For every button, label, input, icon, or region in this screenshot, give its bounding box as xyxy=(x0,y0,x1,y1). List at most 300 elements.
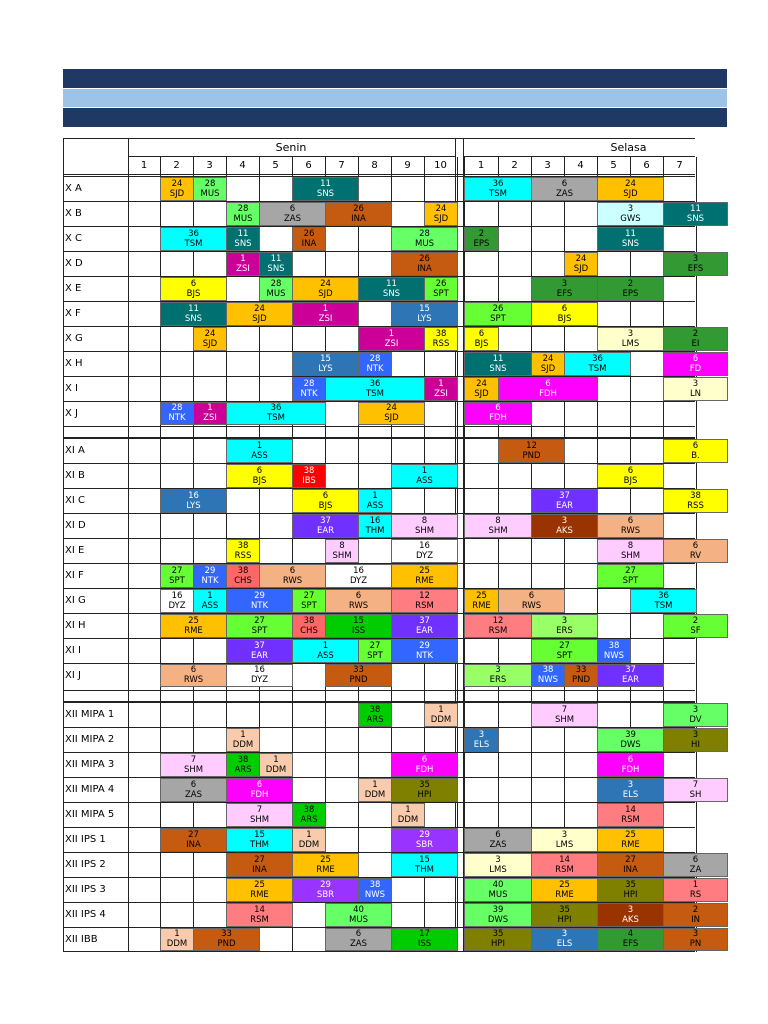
subject-code: GWS xyxy=(620,213,641,224)
schedule-cell[interactable] xyxy=(531,177,598,201)
teacher-number: 38 xyxy=(690,491,701,502)
teacher-number: 11 xyxy=(492,354,504,365)
schedule-cell[interactable] xyxy=(226,878,293,902)
schedule-cell[interactable] xyxy=(325,377,425,401)
teacher-number: 8 xyxy=(339,541,345,552)
schedule-cell[interactable] xyxy=(464,828,532,852)
schedule-cell[interactable] xyxy=(292,828,326,852)
subject-code: HPI xyxy=(490,938,506,949)
schedule-cell[interactable] xyxy=(193,589,227,613)
schedule-cell[interactable] xyxy=(160,564,194,588)
schedule-cell[interactable] xyxy=(391,252,458,276)
schedule-cell[interactable] xyxy=(663,377,728,401)
schedule-cell[interactable] xyxy=(160,828,227,852)
subject-code: SNS xyxy=(234,238,252,249)
subject-code: NWS xyxy=(364,889,386,900)
schedule-cell[interactable] xyxy=(292,803,326,827)
subject-code: DDM xyxy=(397,814,419,825)
schedule-cell[interactable] xyxy=(391,464,458,488)
subject-code: ASS xyxy=(251,450,268,461)
class-label: XII MIPA 2 xyxy=(65,734,115,746)
schedule-cell[interactable] xyxy=(424,202,458,226)
teacher-number: 28 xyxy=(303,379,315,390)
schedule-cell[interactable] xyxy=(226,439,293,463)
schedule-cell[interactable] xyxy=(597,277,664,301)
class-label: X J xyxy=(65,408,78,420)
schedule-cell[interactable] xyxy=(464,878,532,902)
schedule-cell[interactable] xyxy=(160,177,194,201)
subject-code: ARS xyxy=(300,814,318,825)
schedule-cell[interactable] xyxy=(597,227,664,251)
schedule-cell[interactable] xyxy=(597,564,664,588)
schedule-cell[interactable] xyxy=(325,539,359,563)
schedule-cell[interactable] xyxy=(292,277,359,301)
schedule-cell[interactable] xyxy=(325,202,392,226)
teacher-number: 6 xyxy=(190,665,197,676)
class-label: XI B xyxy=(65,470,85,482)
schedule-cell[interactable] xyxy=(531,903,598,927)
teacher-number: 15 xyxy=(353,616,364,627)
subject-code: LYS xyxy=(186,500,201,511)
schedule-cell[interactable] xyxy=(531,703,598,727)
subject-code: SBR xyxy=(316,889,335,900)
schedule-cell[interactable] xyxy=(597,177,664,201)
schedule-cell[interactable] xyxy=(464,589,499,613)
subject-code: DWS xyxy=(487,914,509,925)
schedule-cell[interactable] xyxy=(391,803,425,827)
schedule-cell[interactable] xyxy=(597,514,664,538)
schedule-cell[interactable] xyxy=(160,614,227,638)
teacher-number: 8 xyxy=(627,541,634,552)
period-number-selasa: 1 xyxy=(477,160,485,171)
class-label: XI F xyxy=(65,570,84,582)
subject-code: SPT xyxy=(556,650,573,661)
subject-code: INA xyxy=(252,864,267,875)
schedule-cell[interactable] xyxy=(597,664,664,687)
schedule-cell[interactable] xyxy=(391,227,458,251)
subject-code: SJD xyxy=(573,263,589,274)
subject-code: RME xyxy=(472,600,491,611)
teacher-number: 6 xyxy=(256,466,263,477)
teacher-number: 27 xyxy=(171,566,183,577)
subject-code: IN xyxy=(691,914,700,925)
subject-code: SPT xyxy=(367,650,383,661)
teacher-number: 35 xyxy=(492,929,504,940)
schedule-cell[interactable] xyxy=(160,664,227,687)
subject-code: ZAS xyxy=(349,938,368,949)
subject-code: RSM xyxy=(488,625,508,636)
class-label: X F xyxy=(65,308,81,320)
class-label: XII MIPA 3 xyxy=(65,759,115,771)
schedule-cell[interactable] xyxy=(226,464,293,488)
teacher-number: 6 xyxy=(627,755,634,766)
subject-code: SF xyxy=(690,625,701,636)
teacher-number: 4 xyxy=(627,929,634,940)
schedule-cell[interactable] xyxy=(193,177,227,201)
schedule-cell[interactable] xyxy=(292,878,359,902)
schedule-cell[interactable] xyxy=(464,302,532,326)
teacher-number: 40 xyxy=(353,905,364,916)
teacher-number: 38 xyxy=(435,329,447,340)
schedule-cell[interactable] xyxy=(597,639,631,663)
subject-code: RWS xyxy=(521,600,542,611)
subject-code: SNS xyxy=(316,188,335,199)
teacher-number: 25 xyxy=(625,830,636,841)
schedule-cell[interactable] xyxy=(564,252,598,276)
schedule-cell[interactable] xyxy=(292,377,326,401)
header-top-line xyxy=(63,138,695,139)
schedule-cell[interactable] xyxy=(531,352,565,376)
schedule-cell[interactable] xyxy=(160,928,194,951)
schedule-cell[interactable] xyxy=(358,703,392,727)
subject-code: FDH xyxy=(489,412,507,423)
schedule-cell[interactable] xyxy=(325,664,392,687)
schedule-cell[interactable] xyxy=(226,202,260,226)
subject-code: SNS xyxy=(489,363,507,374)
schedule-cell[interactable] xyxy=(292,302,359,326)
schedule-cell[interactable] xyxy=(564,664,598,687)
schedule-cell[interactable] xyxy=(391,564,458,588)
subject-code: IBS xyxy=(302,475,316,486)
schedule-cell[interactable] xyxy=(292,489,359,513)
schedule-cell[interactable] xyxy=(391,589,458,613)
schedule-cell[interactable] xyxy=(424,703,458,727)
schedule-cell[interactable] xyxy=(391,614,458,638)
teacher-number: 6 xyxy=(692,541,699,552)
teacher-number: 6 xyxy=(478,329,485,340)
subject-code: ASS xyxy=(201,600,219,611)
schedule-cell[interactable] xyxy=(358,327,425,351)
schedule-cell[interactable] xyxy=(292,639,359,663)
schedule-cell[interactable] xyxy=(597,753,664,777)
schedule-cell[interactable] xyxy=(292,614,326,638)
subject-code: LMS xyxy=(555,839,574,850)
schedule-cell[interactable] xyxy=(226,252,260,276)
schedule-cell[interactable] xyxy=(531,828,598,852)
period-number-senin: 6 xyxy=(305,160,312,171)
schedule-cell[interactable] xyxy=(193,564,227,588)
schedule-cell[interactable] xyxy=(226,728,260,752)
schedule-cell[interactable] xyxy=(464,514,532,538)
schedule-cell[interactable] xyxy=(292,352,359,376)
subject-code: THM xyxy=(250,839,269,850)
subject-code: EI xyxy=(691,338,700,349)
schedule-cell[interactable] xyxy=(226,614,293,638)
subject-code: NTK xyxy=(168,412,186,423)
teacher-number: 1 xyxy=(421,466,428,477)
schedule-cell[interactable] xyxy=(160,227,227,251)
schedule-cell[interactable] xyxy=(663,703,728,727)
subject-code: SHM xyxy=(554,714,575,725)
schedule-cell[interactable] xyxy=(292,514,359,538)
schedule-cell[interactable] xyxy=(259,202,326,226)
schedule-cell[interactable] xyxy=(424,377,458,401)
schedule-cell[interactable] xyxy=(464,614,532,638)
schedule-cell[interactable] xyxy=(325,614,392,638)
schedule-cell[interactable] xyxy=(160,589,194,613)
schedule-cell[interactable] xyxy=(226,903,293,927)
teacher-number: 27 xyxy=(254,855,265,866)
schedule-cell[interactable] xyxy=(424,327,458,351)
schedule-cell[interactable] xyxy=(464,853,532,877)
schedule-cell[interactable] xyxy=(358,878,392,902)
schedule-cell[interactable] xyxy=(464,728,499,752)
schedule-cell[interactable] xyxy=(663,439,728,463)
subject-code: ZAS xyxy=(283,213,302,224)
subject-code: ELS xyxy=(556,938,573,949)
subject-code: DDM xyxy=(430,714,452,725)
schedule-cell[interactable] xyxy=(391,514,458,538)
teacher-number: 6 xyxy=(692,441,699,452)
schedule-cell[interactable] xyxy=(597,327,664,351)
schedule-cell[interactable] xyxy=(531,853,598,877)
teacher-number: 1 xyxy=(273,755,279,766)
schedule-cell[interactable] xyxy=(663,489,728,513)
schedule-cell[interactable] xyxy=(531,514,598,538)
teacher-number: 26 xyxy=(419,254,430,265)
teacher-number: 38 xyxy=(303,616,315,627)
schedule-cell[interactable] xyxy=(597,728,664,752)
schedule-cell[interactable] xyxy=(292,177,359,201)
title-band-bottom xyxy=(63,108,727,127)
schedule-cell[interactable] xyxy=(226,853,293,877)
subject-code: SNS xyxy=(621,238,640,249)
subject-code: PND xyxy=(571,674,591,685)
schedule-cell[interactable] xyxy=(226,302,293,326)
teacher-number: 6 xyxy=(561,304,568,315)
schedule-cell[interactable] xyxy=(193,327,227,351)
schedule-cell[interactable] xyxy=(464,327,499,351)
teacher-number: 33 xyxy=(575,665,587,676)
schedule-cell[interactable] xyxy=(226,402,326,425)
teacher-number: 24 xyxy=(575,254,587,265)
subject-code: RWS xyxy=(282,575,303,586)
schedule-cell[interactable] xyxy=(663,778,728,802)
schedule-cell[interactable] xyxy=(663,728,728,752)
subject-code: ASS xyxy=(416,475,433,486)
subject-code: FDH xyxy=(250,789,269,800)
schedule-cell[interactable] xyxy=(663,928,728,951)
schedule-cell[interactable] xyxy=(464,377,499,401)
schedule-cell[interactable] xyxy=(391,302,458,326)
teacher-number: 38 xyxy=(237,755,249,766)
schedule-cell[interactable] xyxy=(663,252,728,276)
schedule-cell[interactable] xyxy=(531,878,598,902)
schedule-cell[interactable] xyxy=(292,464,326,488)
subject-code: LYS xyxy=(318,363,333,374)
schedule-cell[interactable] xyxy=(226,664,293,687)
subject-code: SPT xyxy=(433,288,449,299)
schedule-cell[interactable] xyxy=(597,803,664,827)
class-label: X B xyxy=(65,208,82,220)
teacher-number: 3 xyxy=(561,279,568,290)
teacher-number: 25 xyxy=(419,566,430,577)
schedule-cell[interactable] xyxy=(358,352,392,376)
schedule-cell[interactable] xyxy=(226,778,293,802)
schedule-cell[interactable] xyxy=(358,639,392,663)
subject-code: LN xyxy=(689,388,702,399)
class-label: XII MIPA 4 xyxy=(65,784,115,796)
schedule-cell[interactable] xyxy=(226,589,293,613)
schedule-cell[interactable] xyxy=(325,564,392,588)
subject-code: INA xyxy=(417,263,432,274)
schedule-cell[interactable] xyxy=(531,302,598,326)
teacher-number: 16 xyxy=(188,491,199,502)
schedule-cell[interactable] xyxy=(663,853,728,877)
subject-code: SPT xyxy=(169,575,185,586)
schedule-cell[interactable] xyxy=(464,664,532,687)
schedule-cell[interactable] xyxy=(597,539,664,563)
subject-code: TSM xyxy=(654,600,673,611)
schedule-cell[interactable] xyxy=(292,589,326,613)
schedule-cell[interactable] xyxy=(464,903,532,927)
schedule-cell[interactable] xyxy=(325,903,392,927)
schedule-cell[interactable] xyxy=(663,614,728,638)
schedule-cell[interactable] xyxy=(160,277,227,301)
teacher-number: 1 xyxy=(692,880,699,891)
schedule-cell[interactable] xyxy=(292,853,359,877)
schedule-cell[interactable] xyxy=(259,564,326,588)
schedule-cell[interactable] xyxy=(160,753,227,777)
teacher-number: 6 xyxy=(528,591,535,602)
schedule-cell[interactable] xyxy=(498,377,598,401)
schedule-cell[interactable] xyxy=(597,828,664,852)
teacher-number: 15 xyxy=(419,304,430,315)
schedule-cell[interactable] xyxy=(498,589,565,613)
schedule-cell[interactable] xyxy=(226,753,260,777)
teacher-number: 11 xyxy=(386,279,397,290)
schedule-cell[interactable] xyxy=(193,928,260,951)
schedule-cell[interactable] xyxy=(358,277,425,301)
schedule-cell[interactable] xyxy=(391,753,458,777)
schedule-cell[interactable] xyxy=(663,327,728,351)
schedule-cell[interactable] xyxy=(464,352,532,376)
schedule-cell[interactable] xyxy=(424,277,458,301)
header-bottom-line xyxy=(63,174,695,175)
schedule-cell[interactable] xyxy=(597,202,664,226)
schedule-cell[interactable] xyxy=(325,928,392,951)
schedule-cell[interactable] xyxy=(193,402,227,425)
subject-code: B. xyxy=(691,450,700,461)
schedule-cell[interactable] xyxy=(358,402,425,425)
schedule-cell[interactable] xyxy=(597,853,664,877)
teacher-number: 24 xyxy=(254,304,265,315)
schedule-cell[interactable] xyxy=(391,539,458,563)
day-header-selasa: Selasa xyxy=(610,141,647,154)
teacher-number: 2 xyxy=(627,279,634,290)
schedule-cell[interactable] xyxy=(531,489,598,513)
schedule-cell[interactable] xyxy=(226,539,260,563)
teacher-number: 25 xyxy=(188,616,199,627)
schedule-cell[interactable] xyxy=(498,439,565,463)
schedule-cell[interactable] xyxy=(259,753,293,777)
teacher-number: 15 xyxy=(419,855,430,866)
teacher-number: 25 xyxy=(559,880,570,891)
schedule-cell[interactable] xyxy=(663,903,728,927)
subject-code: MUS xyxy=(200,188,220,199)
schedule-cell[interactable] xyxy=(391,928,458,951)
schedule-cell[interactable] xyxy=(358,489,392,513)
teacher-number: 3 xyxy=(627,780,634,791)
schedule-cell[interactable] xyxy=(531,277,598,301)
schedule-cell[interactable] xyxy=(464,402,532,425)
schedule-cell[interactable] xyxy=(226,828,293,852)
class-label: XI I xyxy=(65,645,81,657)
subject-code: ZSI xyxy=(318,313,333,324)
schedule-cell[interactable] xyxy=(531,664,565,687)
subject-code: RME xyxy=(555,889,574,900)
schedule-cell[interactable] xyxy=(663,202,728,226)
schedule-cell[interactable] xyxy=(597,778,664,802)
schedule-cell[interactable] xyxy=(259,277,293,301)
schedule-cell[interactable] xyxy=(160,778,227,802)
schedule-cell[interactable] xyxy=(597,903,664,927)
teacher-number: 3 xyxy=(627,204,634,215)
schedule-cell[interactable] xyxy=(531,639,598,663)
schedule-cell[interactable] xyxy=(391,639,458,663)
class-label: XII MIPA 5 xyxy=(65,809,115,821)
teacher-number: 28 xyxy=(419,229,430,240)
schedule-cell[interactable] xyxy=(464,177,532,201)
schedule-cell[interactable] xyxy=(597,464,664,488)
schedule-cell[interactable] xyxy=(160,489,227,513)
teacher-number: 11 xyxy=(188,304,199,315)
teacher-number: 38 xyxy=(369,705,381,716)
period-number-selasa: 5 xyxy=(610,160,617,171)
schedule-cell[interactable] xyxy=(531,928,598,951)
subject-code: DYZ xyxy=(250,674,269,685)
teacher-number: 6 xyxy=(545,379,551,390)
teacher-number: 36 xyxy=(658,591,669,602)
subject-code: DDM xyxy=(298,839,320,850)
schedule-cell[interactable] xyxy=(358,514,392,538)
teacher-number: 35 xyxy=(419,780,430,791)
schedule-cell[interactable] xyxy=(391,778,458,802)
teacher-number: 6 xyxy=(322,491,329,502)
subject-code: MUS xyxy=(233,213,253,224)
schedule-cell[interactable] xyxy=(226,803,293,827)
schedule-cell[interactable] xyxy=(597,878,664,902)
schedule-cell[interactable] xyxy=(391,853,458,877)
schedule-cell[interactable] xyxy=(292,227,326,251)
schedule-cell[interactable] xyxy=(226,227,260,251)
schedule-cell[interactable] xyxy=(358,778,392,802)
schedule-cell[interactable] xyxy=(259,252,293,276)
schedule-cell[interactable] xyxy=(663,352,728,376)
subject-code: TSM xyxy=(267,412,285,423)
schedule-cell[interactable] xyxy=(464,227,499,251)
schedule-cell[interactable] xyxy=(160,302,227,326)
period-number-selasa: 7 xyxy=(676,160,683,171)
schedule-cell[interactable] xyxy=(325,589,392,613)
schedule-cell[interactable] xyxy=(663,878,728,902)
schedule-cell[interactable] xyxy=(391,828,458,852)
schedule-cell[interactable] xyxy=(464,928,532,951)
teacher-number: 27 xyxy=(188,830,199,841)
subject-code: CHS xyxy=(300,625,318,636)
schedule-cell[interactable] xyxy=(630,589,697,613)
schedule-cell[interactable] xyxy=(597,928,664,951)
teacher-number: 26 xyxy=(353,204,364,215)
schedule-cell[interactable] xyxy=(160,402,194,425)
schedule-cell[interactable] xyxy=(564,352,631,376)
schedule-cell[interactable] xyxy=(226,639,293,663)
schedule-cell[interactable] xyxy=(663,539,728,563)
schedule-cell[interactable] xyxy=(531,614,598,638)
schedule-cell[interactable] xyxy=(226,564,260,588)
teacher-number: 6 xyxy=(692,354,699,365)
subject-code: RME xyxy=(184,625,203,636)
